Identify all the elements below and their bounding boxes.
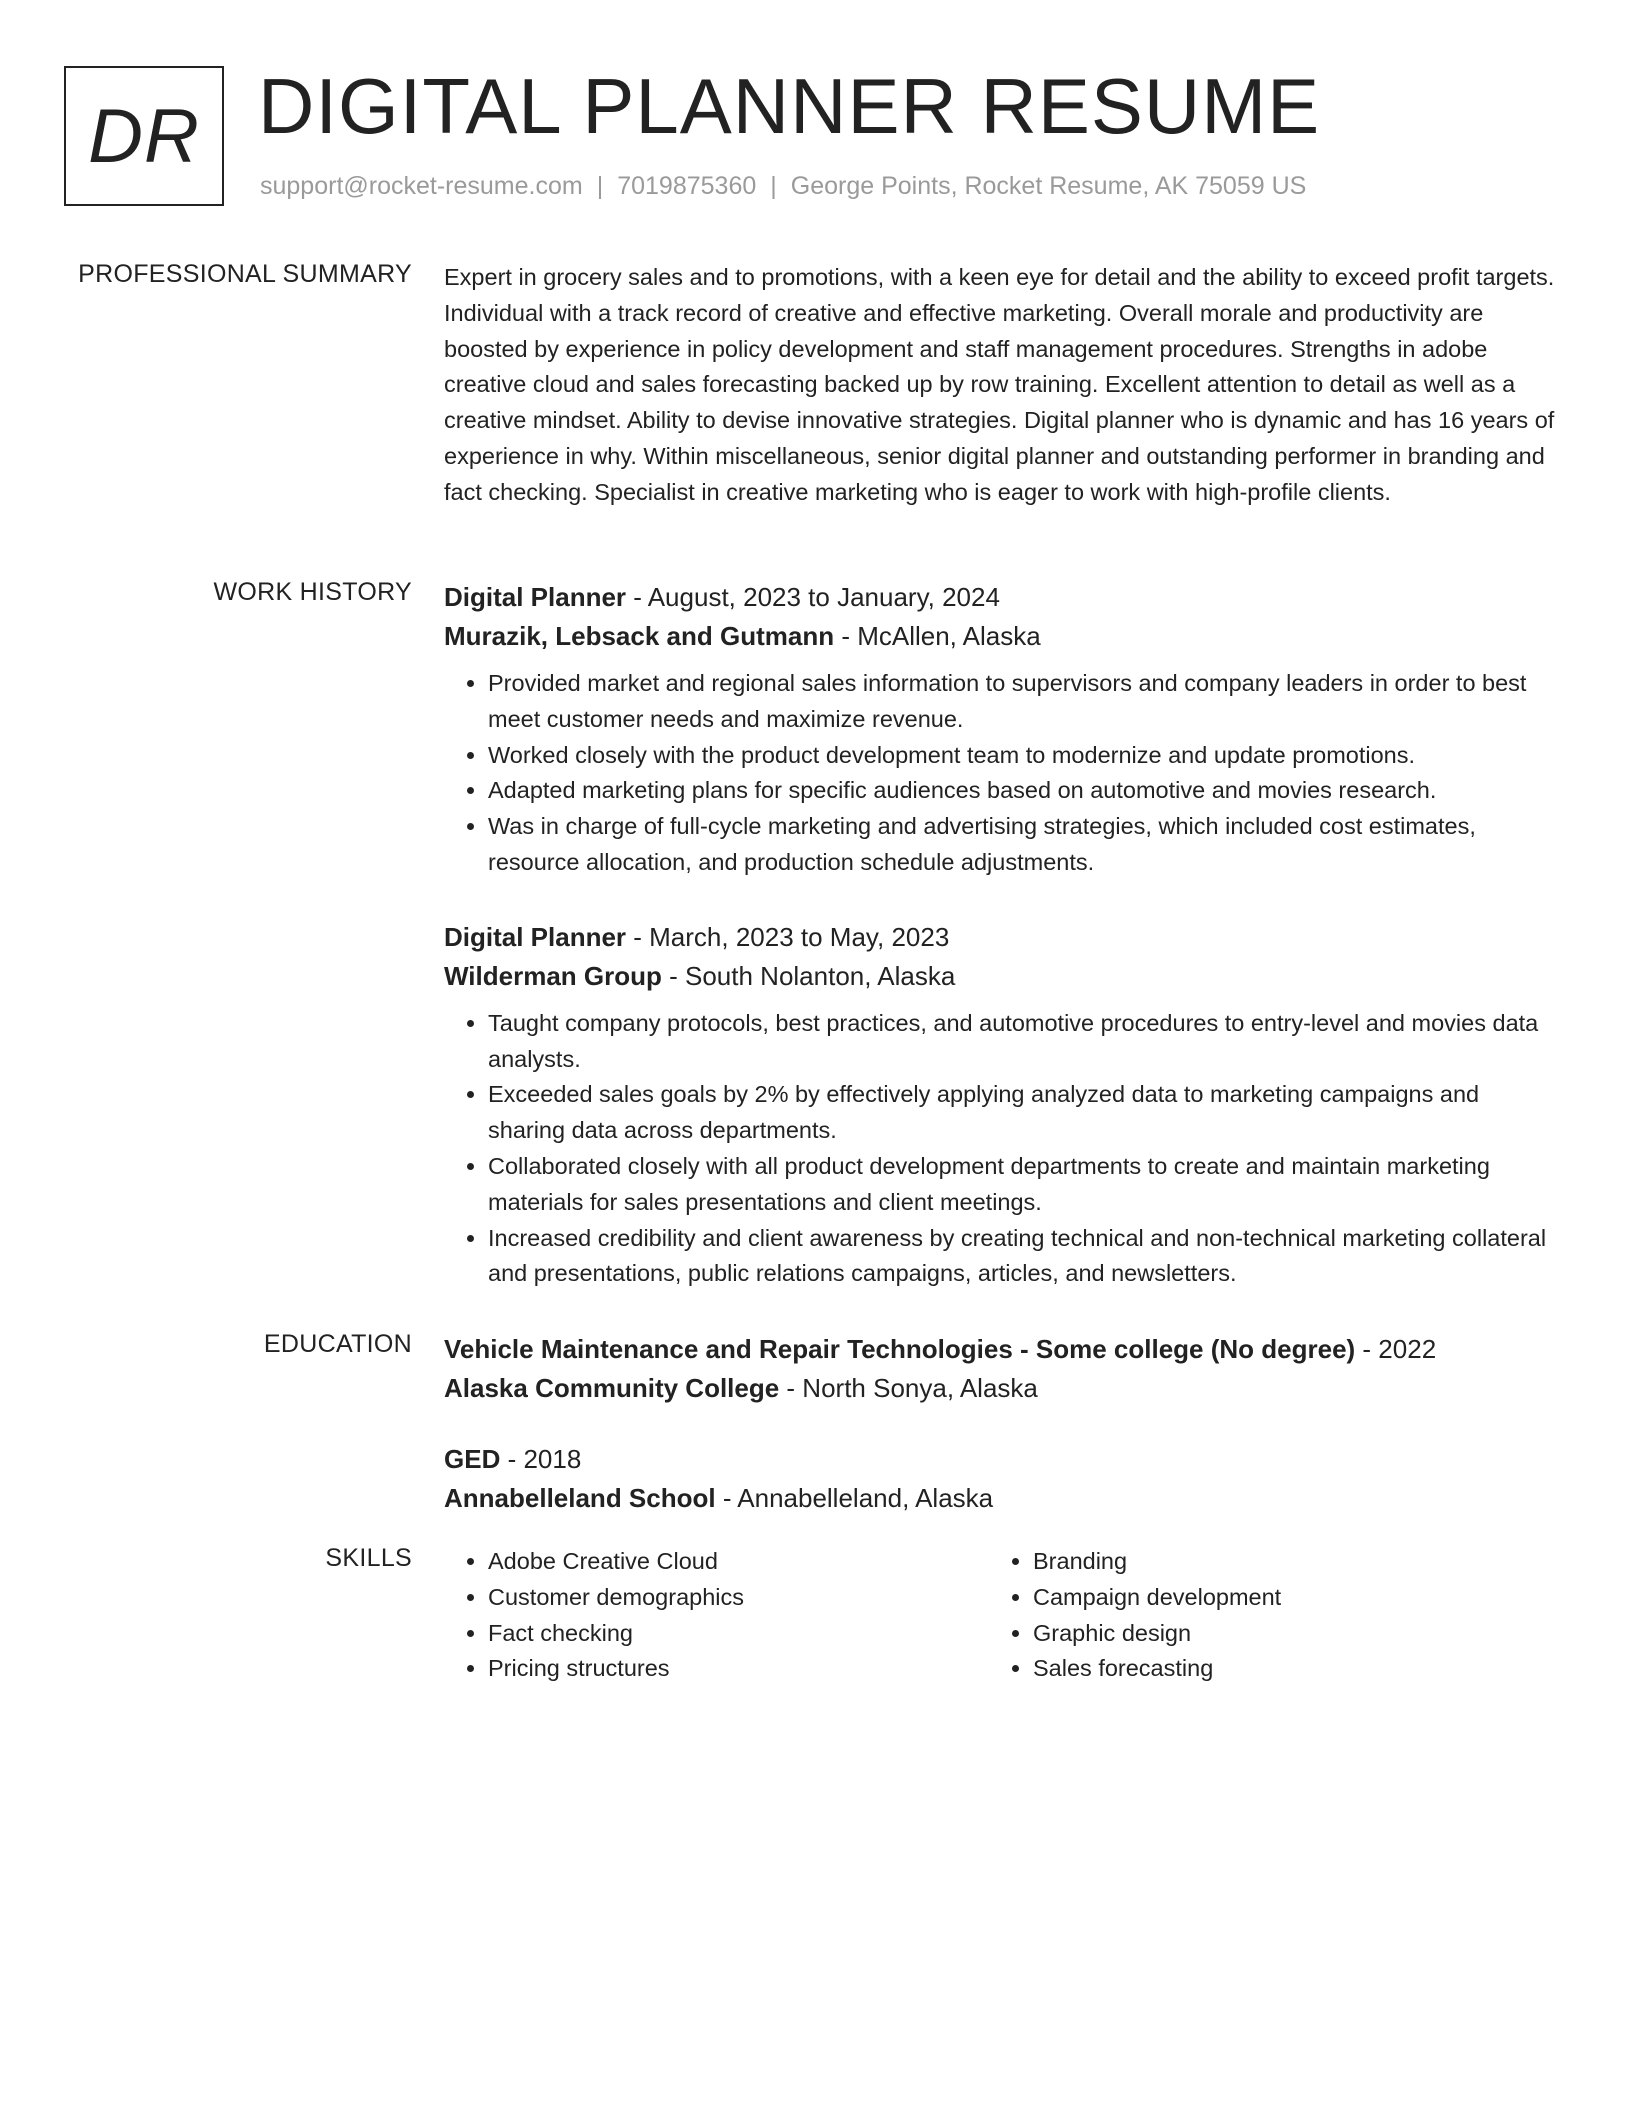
skill-item: • Branding (1033, 1544, 1534, 1580)
contact-separator: | (596, 172, 604, 200)
skill-item: • Customer demographics (488, 1580, 989, 1616)
job-company: Murazik, Lebsack and Gutmann (444, 621, 835, 651)
skill-item: • Graphic design (1033, 1616, 1534, 1652)
contact-line (260, 172, 1306, 201)
contact-phone: 7019875360 (617, 172, 757, 200)
education-year: - 2022 (1355, 1334, 1437, 1364)
job-title: Digital Planner (444, 582, 627, 612)
education-year: - 2018 (500, 1444, 582, 1474)
skill-item: • Fact checking (488, 1616, 989, 1652)
skills-body (444, 1544, 1559, 1687)
skills-columns (444, 1544, 1559, 1687)
job-bullet: • Collaborated closely with all product development departments to create and maintain marketing materials for sales presentations and client meetings. (488, 1149, 1559, 1221)
job-title: Digital Planner (444, 921, 627, 952)
monogram: DR (64, 66, 224, 206)
summary-text: Expert in grocery sales and to promotions, with a keen eye for detail and the ability to exceed profit targets. Individual with a track record of creative and effective marketing. Overall morale and productivity are boosted by experience in policy development and staff management procedures. Strengths in adobe creative cloud and sales forecasting backed up by row training. Excellent attention to detail as well as a creative mindset. Ability to devise innovative strategies. Digital planner who is dynamic and has 16 years of experience in why. Within miscellaneous, senior digital planner and outstanding performer in branding and fact checking. Specialist in creative marketing who is eager to work with high-profile clients. (444, 264, 1555, 505)
job-bullet: • Adapted marketing plans for specific audiences based on automotive and movies research. (488, 773, 1559, 809)
skills-list (989, 1544, 1534, 1687)
skill-item: • Sales forecasting (1033, 1651, 1534, 1687)
education-school: Alaska Community College (444, 1373, 780, 1403)
job-bullet: • Provided market and regional sales information to supervisors and company leaders in order to best meet customer needs and maximize revenue. (488, 666, 1559, 738)
job-company: Wilderman Group (444, 960, 662, 991)
skills-column-right (989, 1544, 1534, 1687)
contact-email: support@rocket-resume.com (260, 172, 583, 200)
skill-item: • Campaign development (1033, 1580, 1534, 1616)
section-label-education: EDUCATION (263, 1330, 412, 1358)
skills-list (444, 1544, 989, 1687)
job-bullet: • Exceeded sales goals by 2% by effectively applying analyzed data to marketing campaigns and sharing data across departments. (488, 1077, 1559, 1149)
skills-column-left (444, 1544, 989, 1687)
job-entry (444, 578, 1559, 881)
job-dates: - August, 2023 to January, 2024 (626, 582, 1000, 612)
job-bullet: • Was in charge of full-cycle marketing and advertising strategies, which included cost estimates, resource allocation, and production schedule adjustments. (488, 809, 1559, 881)
job-title-line (444, 918, 1559, 957)
page-title: DIGITAL PLANNER RESUME (258, 62, 1321, 150)
work-history-body (444, 578, 1559, 1292)
job-bullets (444, 666, 1559, 881)
job-bullet: • Taught company protocols, best practices, and automotive procedures to entry-level and movies data analysts. (488, 1006, 1559, 1078)
section-label-skills: SKILLS (325, 1544, 412, 1572)
education-degree-line (444, 1440, 1559, 1479)
section-label-work: WORK HISTORY (213, 578, 412, 606)
education-school: Annabelleland School (444, 1483, 716, 1513)
education-body (444, 1330, 1559, 1518)
job-bullet: • Increased credibility and client awareness by creating technical and non-technical marketing collateral and presentations, public relations campaigns, articles, and newsletters. (488, 1221, 1559, 1293)
skill-item: • Adobe Creative Cloud (488, 1544, 989, 1580)
education-school-line (444, 1369, 1559, 1408)
education-degree-line (444, 1330, 1559, 1369)
education-degree: Vehicle Maintenance and Repair Technologies - Some college (No degree) (444, 1334, 1356, 1364)
job-bullet: • Worked closely with the product development team to modernize and update promotions. (488, 738, 1559, 774)
education-school-line (444, 1479, 1559, 1518)
section-label-summary: PROFESSIONAL SUMMARY (78, 260, 412, 288)
job-entry (444, 918, 1559, 1292)
education-entry (444, 1440, 1559, 1518)
job-dates: - March, 2023 to May, 2023 (626, 921, 950, 952)
contact-address: George Points, Rocket Resume, AK 75059 US (790, 172, 1307, 200)
contact-separator: | (770, 172, 777, 200)
job-company-line (444, 957, 1559, 996)
education-location: - Annabelleland, Alaska (715, 1483, 994, 1513)
job-company-line (444, 617, 1559, 656)
job-title-line (444, 578, 1559, 617)
skill-item: • Pricing structures (488, 1651, 989, 1687)
job-bullets (444, 1006, 1559, 1292)
education-location: - North Sonya, Alaska (779, 1373, 1038, 1403)
education-degree: GED (444, 1444, 501, 1474)
job-location: - McAllen, Alaska (834, 621, 1041, 651)
education-entry (444, 1330, 1559, 1408)
summary-body (444, 260, 1559, 511)
resume-header (64, 62, 1564, 210)
job-location: - South Nolanton, Alaska (661, 960, 956, 991)
